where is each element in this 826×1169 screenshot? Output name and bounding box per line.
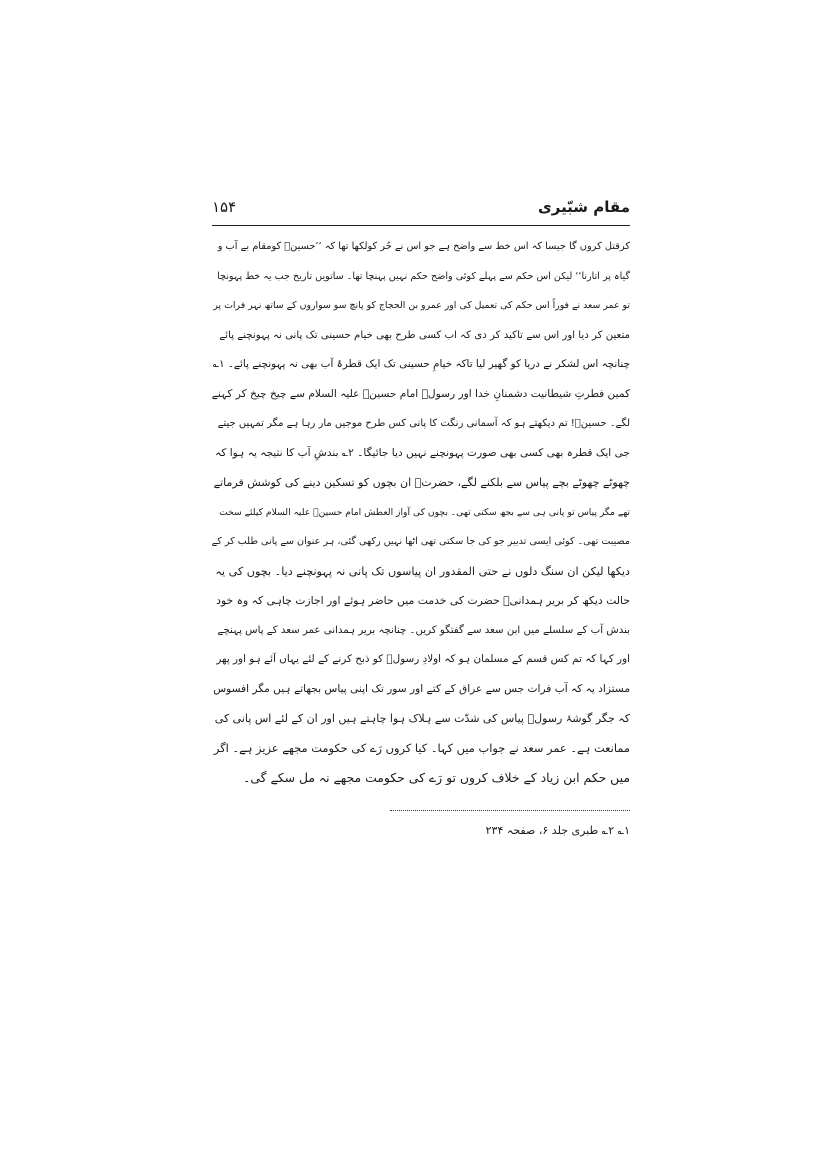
page-number: ۱۵۴ [212, 198, 237, 216]
text-line: اور کہا کہ تم کس قسم کے مسلمان ہو کہ اولادِ رسولؐ کو ذبح کرنے کے لئے یہاں آئے ہو اور پھر [216, 653, 630, 665]
text-line: دیکھا لیکن ان سنگ دلوں نے حتی المقدور ان پیاسوں تک پانی نہ پہونچنے دیا۔ بچوں کی یہ [215, 564, 630, 578]
text-line: جی ایک قطرہ بھی کسی بھی صورت پہونچنے نہیں دیا جائیگا۔ ۲؎ بندشِ آب کا نتیجہ یہ ہوا کہ [215, 446, 630, 459]
body-text [212, 232, 630, 793]
book-title: مقام شبّیری [537, 198, 630, 216]
text-line: مصیبت تھی۔ کوئی ایسی تدبیر جو کی جا سکتی تھی اٹھا نہیں رکھی گئی، ہر عنوان سے پانی طلب کر کے [212, 536, 630, 547]
text-line: کہ جگر گوشۂ رسولؐ پیاس کی شدّت سے ہلاک ہوا چاہتے ہیں اور ان کے لئے اس پانی کی [214, 712, 630, 725]
text-line: چھوٹے چھوٹے بچے پیاس سے بلکنے لگے، حضرتؑ ان بچوں کو تسکین دینے کی کوشش فرماتے [213, 476, 630, 489]
text-line: کمین فطرتِ شیطانیت دشمنانِ خدا اور رسولؐ امام حسینؑ علیہ السلام سے چیخ چیخ کر کہنے [212, 387, 630, 400]
text-line: مستزاد یہ کہ آب فرات جس سے عراق کے کتے اور سور تک اپنی پیاس بجھاتے ہیں مگر افسوس [213, 682, 630, 695]
footnote: ۱؎ ۲؎ طبری جلد ۶، صفحہ ۲۳۴ [485, 824, 630, 837]
footnote-divider [390, 810, 630, 811]
text-line: حالت دیکھ کر بریر ہمدانیؒ حضرت کی خدمت میں حاضر ہوئے اور اجازت چاہی کہ وہ خود [216, 594, 630, 607]
text-line: تھے مگر پیاس تو پانی ہی سے بجھ سکتی تھی۔ بچوں کی آواز العطش امام حسینؑ علیہ السلام کیلئے سخت [219, 506, 630, 518]
text-line: بندش آب کے سلسلے میں ابن سعد سے گفتگو کریں۔ چنانچہ بریر ہمدانی عمر سعد کے پاس پہنچے [217, 624, 630, 636]
text-line: لگے۔ حسینؑ! تم دیکھتے ہو کہ آسمانی رنگت کا پانی کس طرح موجیں مار رہا ہے مگر تمہیں جیتے [217, 418, 630, 429]
text-line: گیاہ پر اتارنا‘‘ لیکن اس حکم سے پہلے کوئی واضح حکم نہیں پہنچا تھا۔ ساتویں تاریخ جب یہ خط پہونچا [217, 270, 630, 282]
text-line: تو عمر سعد نے فوراً اس حکم کی تعمیل کی اور عمرو بن الحجاج کو پانچ سو سواروں کے ساتھ نہر فرات پر [213, 300, 630, 311]
running-header [212, 196, 630, 222]
text-line: چنانچہ اس لشکر نے دریا کو گھیر لیا تاکہ خیامِ حسینی تک ایک قطرۂ آب بھی نہ پہونچنے پائے۔ ۱؎ [212, 358, 630, 370]
text-line: متعین کر دیا اور اس سے تاکید کر دی کہ اب کسی طرح بھی خیام حسینی تک پانی نہ پہونچنے پائے [219, 329, 630, 341]
text-line: میں حکم ابن زیاد کے خلاف کروں تو رَے کی حکومت مجھے نہ مل سکے گی۔ [243, 770, 630, 785]
text-line: ممانعت ہے۔ عمر سعد نے جواب میں کہا۔ کیا کروں رَے کی حکومت مجھے عزیز ہے۔ اگر [213, 740, 630, 755]
text-line: کرقتل کروں گا جیسا کہ اس خط سے واضح ہے جو اس نے حُر کولکھا تھا کہ ’’حسینؑ کومقام بے آب و [217, 241, 630, 252]
header-divider [212, 225, 630, 226]
